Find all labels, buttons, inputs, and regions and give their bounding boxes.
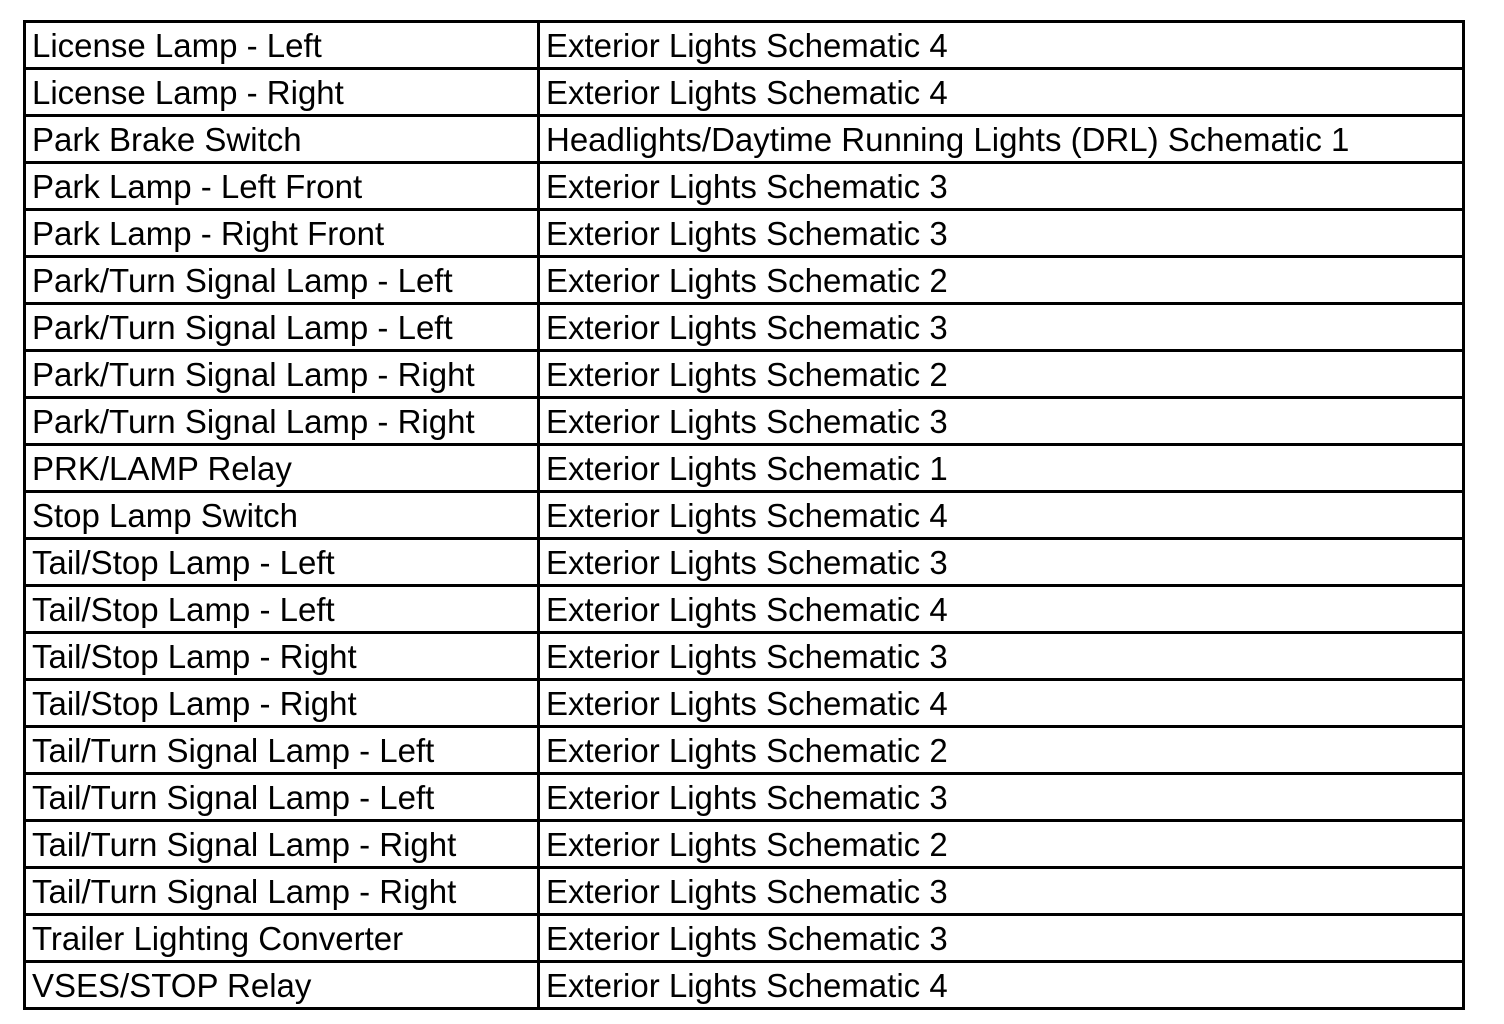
table-row	[25, 962, 1464, 1009]
table-row	[25, 257, 1464, 304]
table-row	[25, 680, 1464, 727]
table-row	[25, 398, 1464, 445]
schematic-cell: Exterior Lights Schematic 3	[539, 633, 1464, 680]
component-cell: Tail/Stop Lamp - Left	[25, 539, 539, 586]
schematic-cell: Exterior Lights Schematic 2	[539, 351, 1464, 398]
component-cell: Tail/Turn Signal Lamp - Left	[25, 774, 539, 821]
schematic-cell: Exterior Lights Schematic 4	[539, 680, 1464, 727]
component-cell: Tail/Turn Signal Lamp - Right	[25, 821, 539, 868]
schematic-cell: Exterior Lights Schematic 3	[539, 304, 1464, 351]
table-row	[25, 633, 1464, 680]
schematic-cell: Exterior Lights Schematic 2	[539, 257, 1464, 304]
schematic-cell: Exterior Lights Schematic 2	[539, 821, 1464, 868]
table-row	[25, 774, 1464, 821]
component-cell: VSES/STOP Relay	[25, 962, 539, 1009]
component-cell: Park Brake Switch	[25, 116, 539, 163]
schematic-cell: Exterior Lights Schematic 1	[539, 445, 1464, 492]
table-row	[25, 821, 1464, 868]
schematic-cell: Exterior Lights Schematic 4	[539, 962, 1464, 1009]
table-row	[25, 351, 1464, 398]
component-cell: Park Lamp - Right Front	[25, 210, 539, 257]
table-row	[25, 868, 1464, 915]
schematic-cell: Exterior Lights Schematic 3	[539, 774, 1464, 821]
component-cell: Park/Turn Signal Lamp - Right	[25, 351, 539, 398]
component-cell: Park Lamp - Left Front	[25, 163, 539, 210]
component-cell: License Lamp - Left	[25, 22, 539, 69]
schematic-cell: Exterior Lights Schematic 3	[539, 868, 1464, 915]
schematic-cell: Exterior Lights Schematic 4	[539, 22, 1464, 69]
component-cell: Tail/Stop Lamp - Right	[25, 633, 539, 680]
component-schematic-table	[23, 20, 1465, 1010]
table-row	[25, 727, 1464, 774]
schematic-cell: Exterior Lights Schematic 2	[539, 727, 1464, 774]
table-row	[25, 163, 1464, 210]
component-cell: Park/Turn Signal Lamp - Left	[25, 304, 539, 351]
table-row	[25, 116, 1464, 163]
schematic-cell: Exterior Lights Schematic 4	[539, 492, 1464, 539]
schematic-cell: Headlights/Daytime Running Lights (DRL) Schematic 1	[539, 116, 1464, 163]
table-row	[25, 915, 1464, 962]
component-cell: Trailer Lighting Converter	[25, 915, 539, 962]
schematic-cell: Exterior Lights Schematic 4	[539, 586, 1464, 633]
component-cell: PRK/LAMP Relay	[25, 445, 539, 492]
table-row	[25, 539, 1464, 586]
component-cell: License Lamp - Right	[25, 69, 539, 116]
schematic-cell: Exterior Lights Schematic 3	[539, 163, 1464, 210]
schematic-cell: Exterior Lights Schematic 3	[539, 539, 1464, 586]
component-cell: Tail/Turn Signal Lamp - Right	[25, 868, 539, 915]
table-row	[25, 22, 1464, 69]
component-cell: Tail/Turn Signal Lamp - Left	[25, 727, 539, 774]
table-row	[25, 445, 1464, 492]
table-row	[25, 69, 1464, 116]
schematic-cell: Exterior Lights Schematic 3	[539, 915, 1464, 962]
schematic-cell: Exterior Lights Schematic 3	[539, 210, 1464, 257]
schematic-cell: Exterior Lights Schematic 3	[539, 398, 1464, 445]
table-row	[25, 586, 1464, 633]
schematic-cell: Exterior Lights Schematic 4	[539, 69, 1464, 116]
component-cell: Tail/Stop Lamp - Left	[25, 586, 539, 633]
table-row	[25, 304, 1464, 351]
table-row	[25, 492, 1464, 539]
component-cell: Stop Lamp Switch	[25, 492, 539, 539]
component-cell: Park/Turn Signal Lamp - Right	[25, 398, 539, 445]
table-row	[25, 210, 1464, 257]
component-cell: Park/Turn Signal Lamp - Left	[25, 257, 539, 304]
component-cell: Tail/Stop Lamp - Right	[25, 680, 539, 727]
